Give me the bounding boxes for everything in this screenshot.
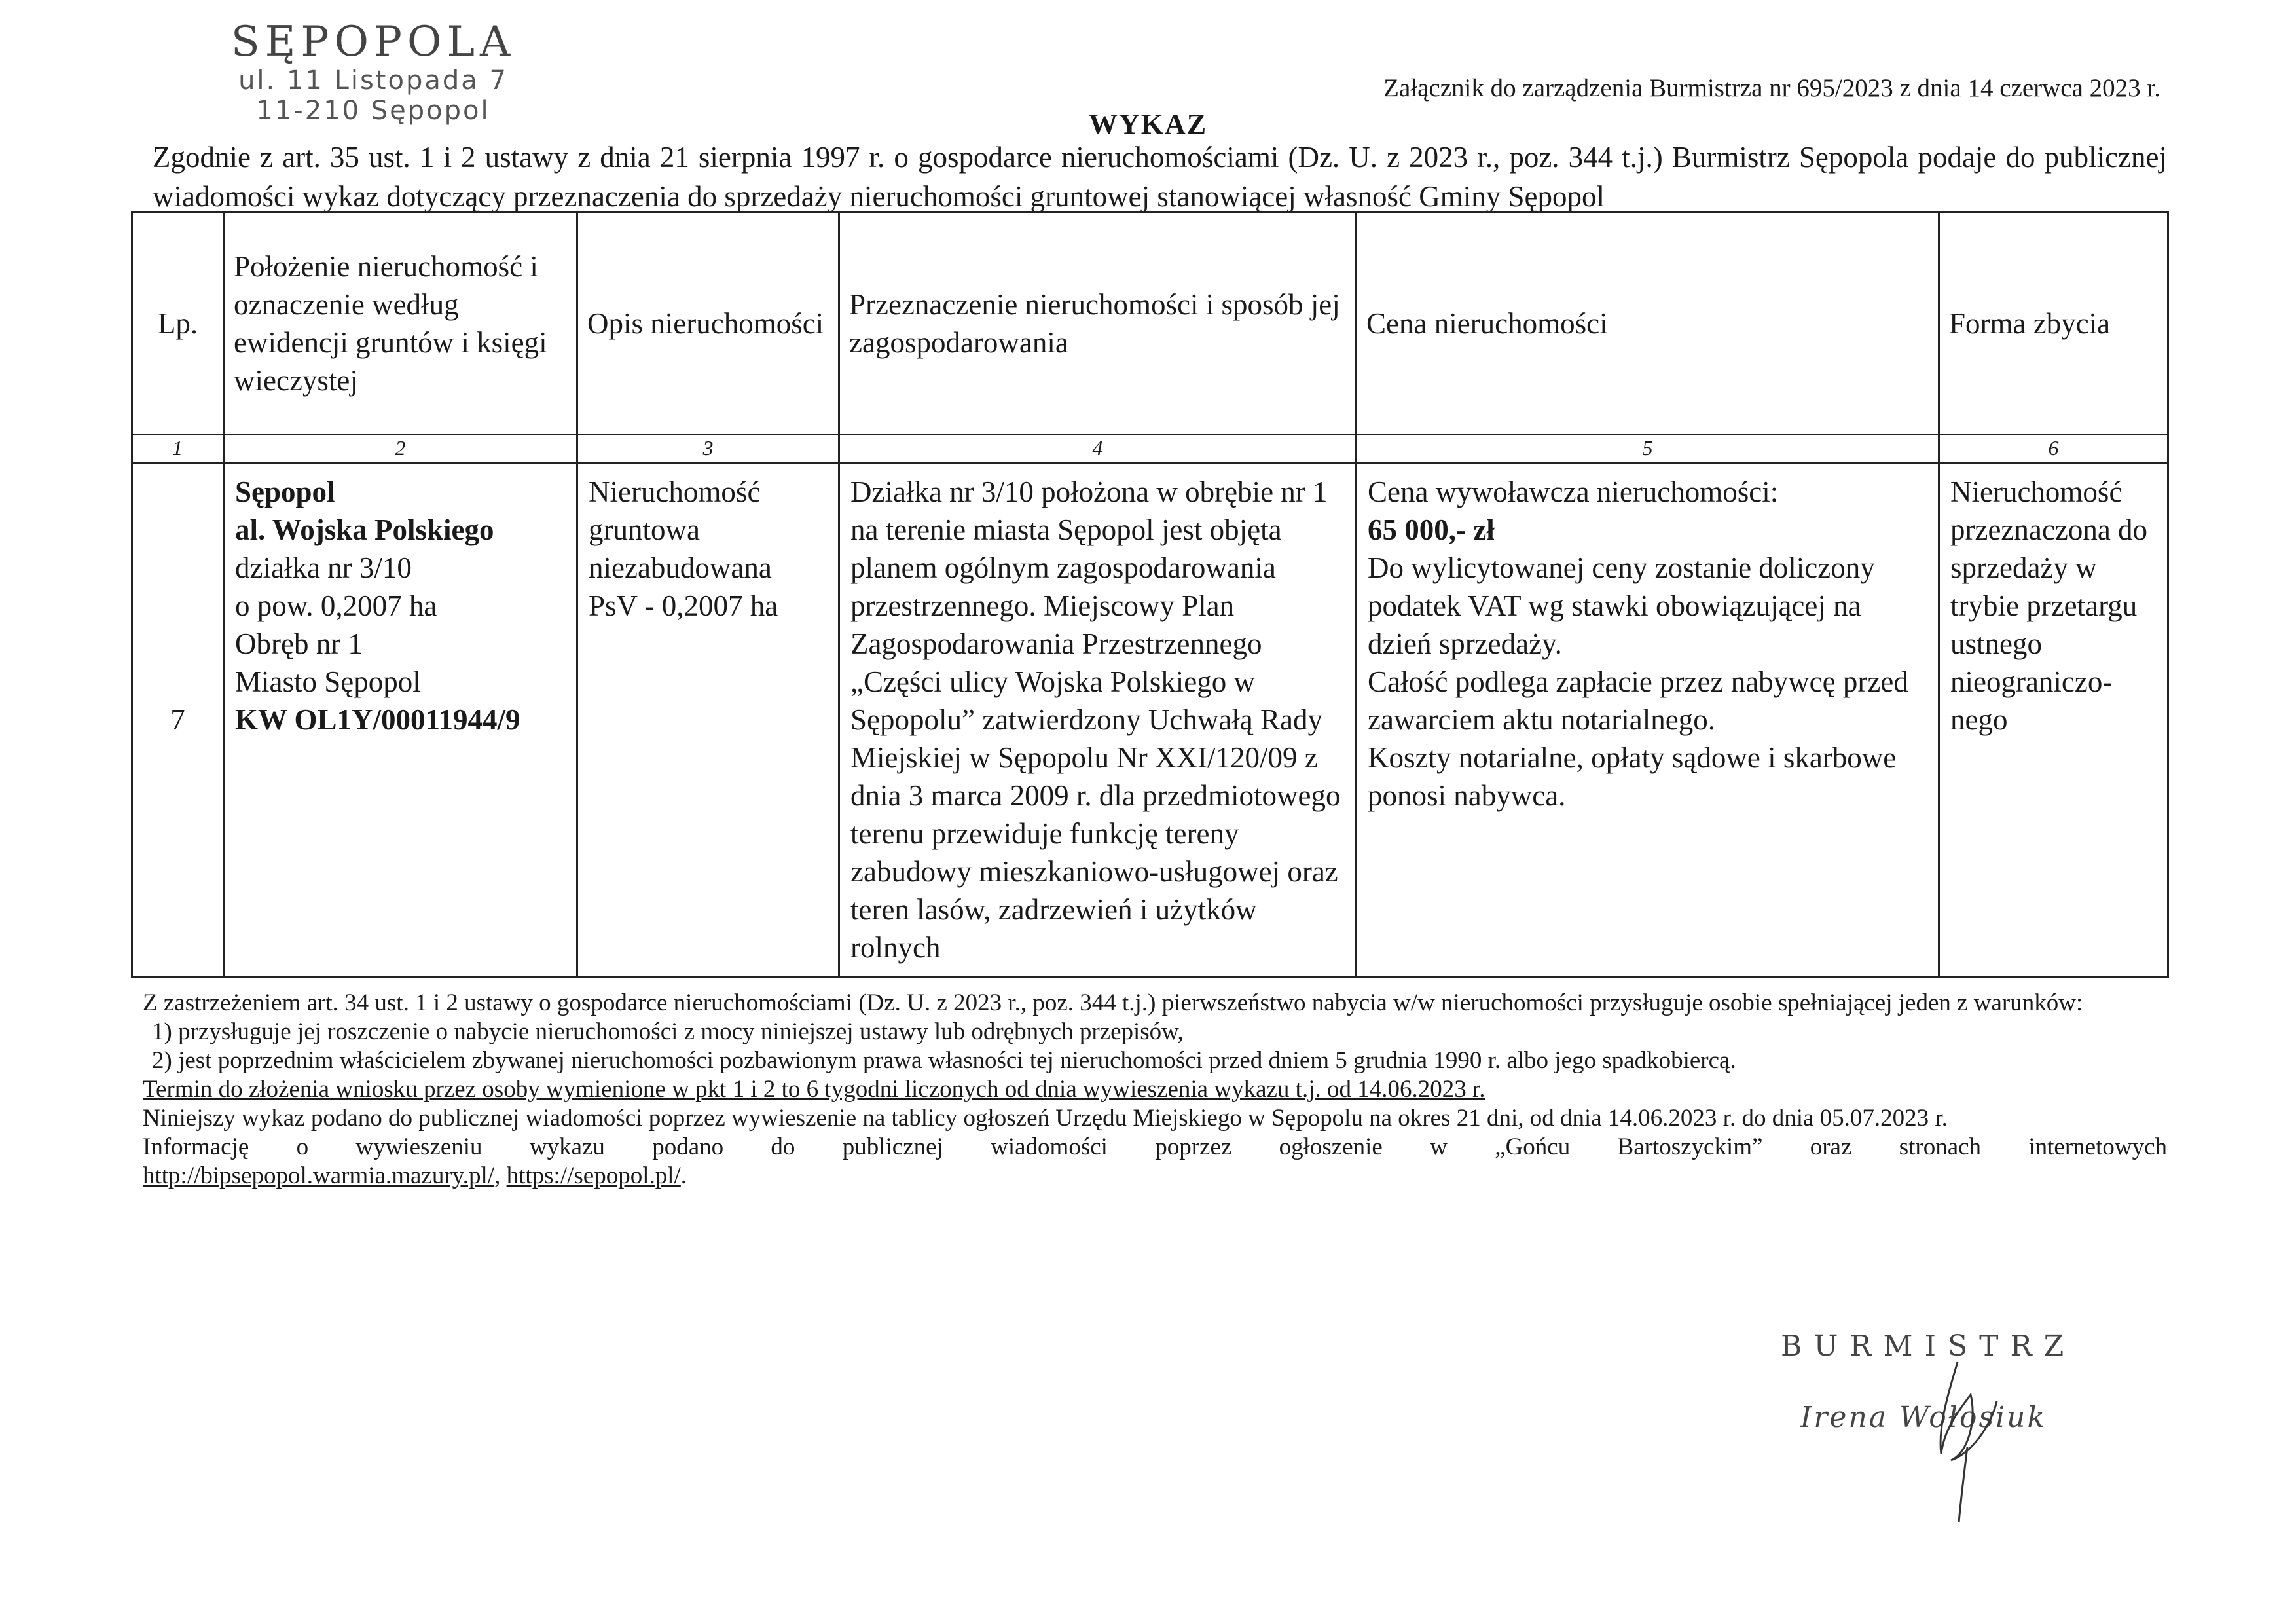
deadline-note: Termin do złożenia wniosku przez osoby wymienione w pkt 1 i 2 to 6 tygodni liczonych od dnia wywieszenia wykazu t.j. od 14.06.2023 r. <box>143 1076 1485 1103</box>
description-line: gruntowa <box>589 513 700 546</box>
signature-block <box>1781 1329 2147 1434</box>
header-form: Forma zbycia <box>1939 212 2168 435</box>
header-price: Cena nieruchomości <box>1357 212 1939 435</box>
location-precinct: Obręb nr 1 <box>235 627 363 660</box>
column-number-row <box>132 435 2168 463</box>
bip-link[interactable]: http://bipsepopol.warmia.mazury.pl/ <box>143 1162 495 1189</box>
stamp-name: SĘPOPOLA <box>230 18 516 66</box>
column-number: 5 <box>1357 435 1939 463</box>
link-end: . <box>680 1162 687 1189</box>
footer-notes <box>143 989 2167 1190</box>
column-number: 4 <box>839 435 1357 463</box>
reservation-note: Z zastrzeżeniem art. 34 ust. 1 i 2 ustawy o gospodarce nieruchomościami (Dz. U. z 2023 r., poz. 344 t.j.) pierwszeństwo nabycia w/w nieruchomości przysługuje osobie spełniającej jeden z warunków: <box>143 989 2083 1016</box>
header-row <box>132 212 2168 435</box>
condition-item: 1) przysługuje jej roszczenie o nabycie nieruchomości z mocy niniejszej ustawy lub odrębnych przepisów, <box>152 1018 1184 1045</box>
attachment-note: Załącznik do zarządzenia Burmistrza nr 695/2023 z dnia 14 czerwca 2023 r. <box>1383 74 2160 102</box>
condition-item: 2) jest poprzednim właścicielem zbywanej nieruchomości pozbawionym prawa własności tej nieruchomości przed dniem 5 grudnia 1990 r. albo jego spadkobiercą. <box>152 1047 1736 1074</box>
price-costs-note: Koszty notarialne, opłaty sądowe i skarbowe ponosi nabywca. <box>1368 741 1897 812</box>
stamp-street: ul. 11 Listopada 7 <box>238 65 508 96</box>
row-price <box>1357 463 1939 977</box>
signature-name: Irena Wołosiuk <box>1800 1401 2047 1434</box>
row-purpose: Działka nr 3/10 położona w obrębie nr 1 na terenie miasta Sępopol jest objęta planem ogólnym zagospodarowania przestrzennego. Miejscowy Plan Zagospodarowania Przestrzennego „Części ulicy Wojska Polskiego w Sępopolu” zatwierdzony Uchwałą Rady Miejskiej w Sępopolu Nr XXI/120/09 z dnia 3 marca 2009 r. dla przedmiotowego terenu przewiduje funkcję tereny zabudowy mieszkaniowo-usługowej oraz teren lasów, zadrzewień i użytków rolnych <box>839 463 1357 977</box>
header-lp: Lp. <box>132 212 224 435</box>
stamp-city: 11-210 Sępopol <box>256 96 490 126</box>
header-description: Opis nieruchomości <box>577 212 839 435</box>
location-plot: działka nr 3/10 <box>235 551 412 584</box>
row-location <box>224 463 577 977</box>
price-payment-note: Całość podlega zapłacie przez nabywcę przed zawarciem aktu notarialnego. <box>1368 665 1908 736</box>
column-number: 6 <box>1939 435 2168 463</box>
description-line: PsV - 0,2007 ha <box>589 589 778 622</box>
location-area: o pow. 0,2007 ha <box>235 589 437 622</box>
publication-note: Niniejszy wykaz podano do publicznej wiadomości poprzez wywieszenie na tablicy ogłoszeń Urzędu Miejskiego w Sępopolu na okres 21 dni, od dnia 14.06.2023 r. do dnia 05.07.2023 r. <box>143 1105 1948 1132</box>
header-location: Położenie nieruchomość i oznaczenie według ewidencji gruntów i księgi wieczystej <box>224 212 577 435</box>
row-description <box>577 463 839 977</box>
price-label: Cena wywoławcza nieruchomości: <box>1368 475 1779 508</box>
website-link[interactable]: https://sepopol.pl/ <box>506 1162 681 1189</box>
intro-paragraph: Zgodnie z art. 35 ust. 1 i 2 ustawy z dnia 21 sierpnia 1997 r. o gospodarce nieruchomościami (Dz. U. z 2023 r., poz. 344 t.j.) Burmistrz Sępopola podaje do publicznej wiadomości wykaz dotyczący przeznaczenia do sprzedaży nieruchomości gruntowej stanowiącej własność Gminy Sępopol <box>153 141 2167 213</box>
location-town: Sępopol <box>235 475 335 508</box>
handwritten-signature <box>1912 1356 2016 1526</box>
price-value: 65 000,- zł <box>1368 513 1495 546</box>
row-lp: 7 <box>132 463 224 977</box>
link-separator: , <box>494 1162 507 1189</box>
description-line: niezabudowana <box>589 551 772 584</box>
links-line <box>143 1162 2167 1190</box>
header-purpose: Przeznaczenie nieruchomości i sposób jej zagospodarowania <box>839 212 1357 435</box>
column-number: 1 <box>132 435 224 463</box>
column-number: 2 <box>224 435 577 463</box>
property-table <box>131 211 2167 978</box>
row-form: Nieruchomość przeznaczona do sprzedaży w trybie przetargu ustnego nieograniczo-nego <box>1939 463 2168 977</box>
location-city: Miasto Sępopol <box>235 665 421 698</box>
table-row <box>132 463 2168 977</box>
description-line: Nieruchomość <box>589 475 761 508</box>
column-number: 3 <box>577 435 839 463</box>
info-note: Informację o wywieszeniu wykazu podano do publicznej wiadomości poprzez ogłoszenie w „Gońcu Bartoszyckim” oraz stronach internetowych <box>143 1134 2167 1160</box>
signature-title: BURMISTRZ <box>1781 1329 2076 1363</box>
location-street: al. Wojska Polskiego <box>235 513 494 546</box>
document-title: WYKAZ <box>1088 108 1208 140</box>
land-register-number: KW OL1Y/00011944/9 <box>235 703 520 736</box>
price-vat-note: Do wylicytowanej ceny zostanie doliczony podatek VAT wg stawki obowiązującej na dzień sprzedaży. <box>1368 551 1875 660</box>
